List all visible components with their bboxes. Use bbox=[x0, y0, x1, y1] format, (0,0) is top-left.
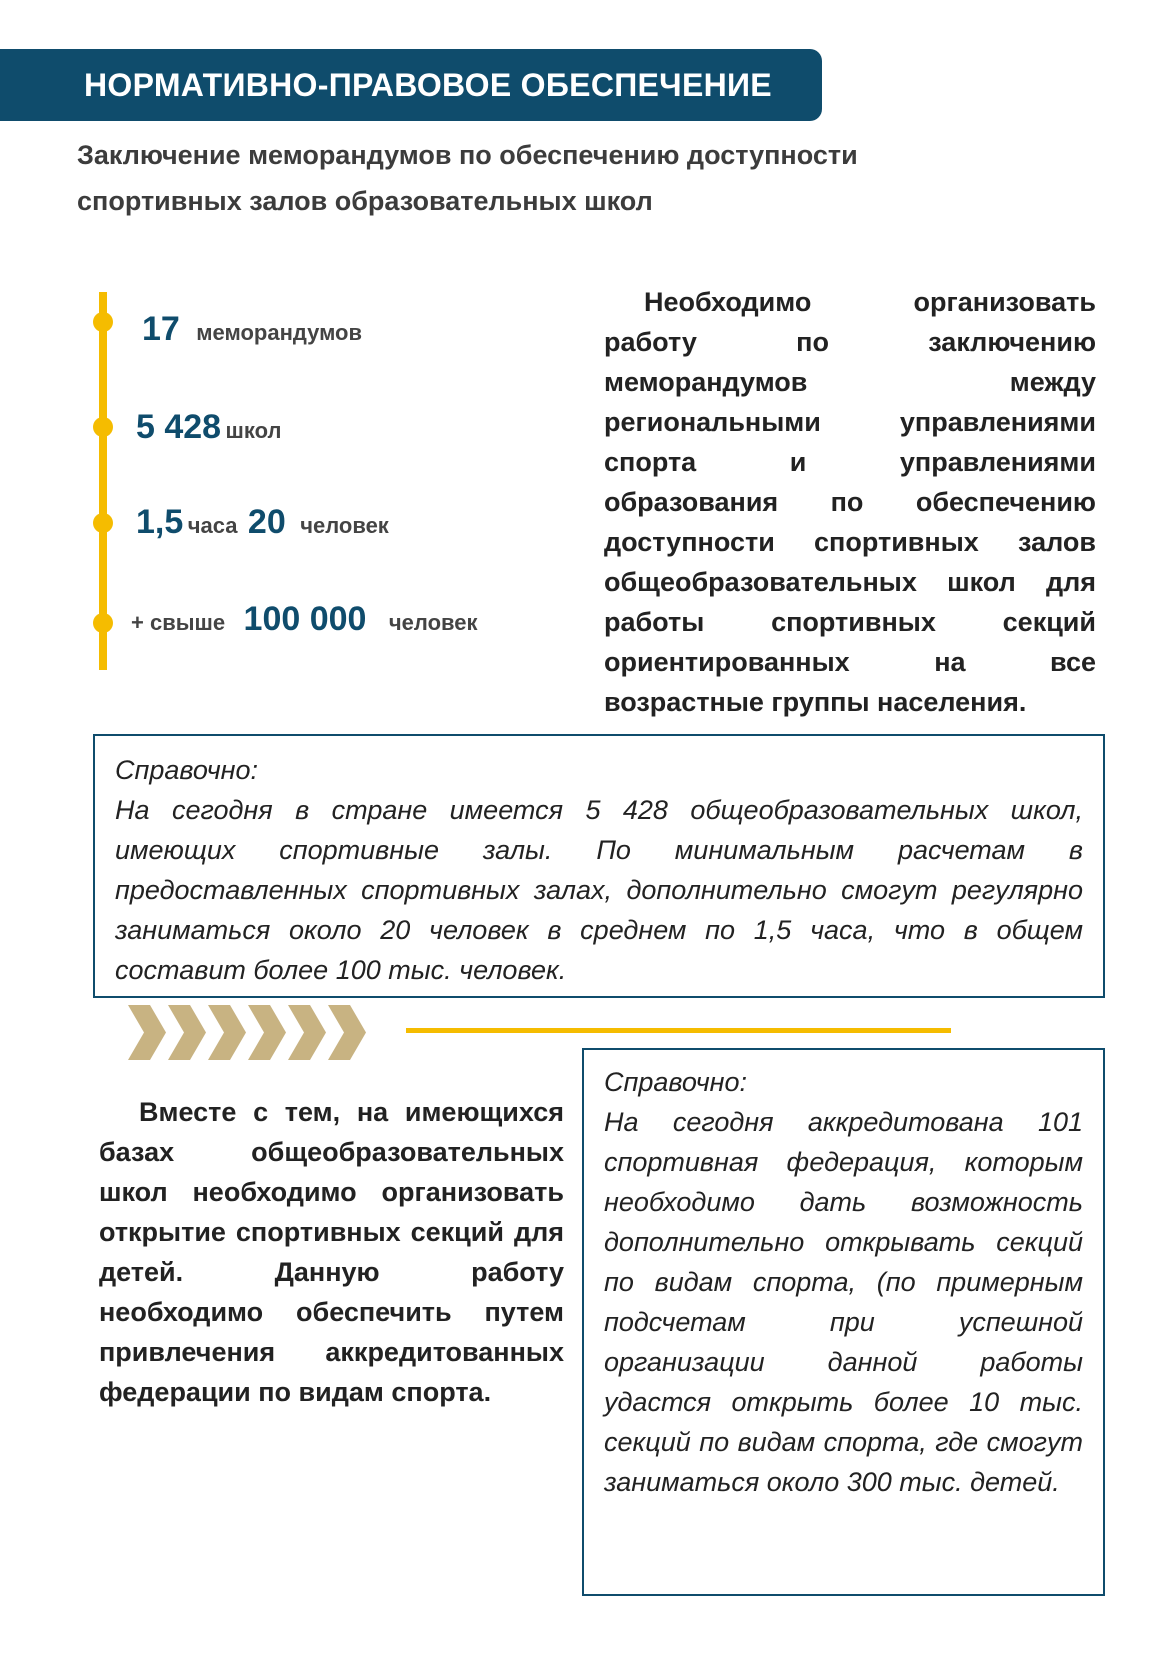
subtitle-line-2: спортивных залов образовательных школ bbox=[77, 186, 653, 216]
main-text bbox=[604, 282, 1096, 722]
timeline-dot bbox=[93, 513, 113, 533]
reference-label: Справочно: bbox=[604, 1067, 748, 1097]
subtitle-line-1: Заключение меморандумов по обеспечению доступности bbox=[77, 140, 858, 170]
reference-label: Справочно: bbox=[115, 755, 259, 785]
timeline-dot bbox=[93, 417, 113, 437]
chevron-arrows-icon bbox=[128, 1005, 368, 1060]
stat-memorandums bbox=[142, 310, 362, 349]
stat-unit: меморандумов bbox=[196, 320, 363, 345]
divider-line bbox=[406, 1028, 951, 1033]
timeline-dot bbox=[93, 312, 113, 332]
secondary-text bbox=[99, 1092, 564, 1412]
stat-value: 5 428 bbox=[136, 408, 222, 446]
stat-unit: часа bbox=[187, 513, 238, 538]
reference-box-1 bbox=[93, 734, 1105, 998]
stat-value: 100 000 bbox=[243, 600, 367, 638]
reference-text: На сегодня в стране имеется 5 428 общеобразовательных школ, имеющих спортивные залы. По минимальным расчетам в предоставленных спортивных залах, дополнительно смогут регулярно заниматься около 20 человек в среднем по 1,5 часа, что в общем составит более 100 тыс. человек. bbox=[115, 795, 1083, 985]
stat-total bbox=[131, 600, 478, 639]
header-band bbox=[0, 49, 822, 121]
subtitle bbox=[77, 132, 977, 224]
secondary-paragraph: Вместе с тем, на имеющихся базах общеобразовательных школ необходимо организовать открытие спортивных секций для детей. Данную работу необходимо обеспечить путем привлечения аккредитованных федерации по видам спорта. bbox=[99, 1097, 564, 1407]
reference-text: На сегодня аккредитована 101 спортивная федерация, которым необходимо дать возможность дополнительно открывать секций по видам спорта, (по примерным подсчетам при успешной организации данной работы удастся открыть более 10 тыс. секций по видам спорта, где смогут заниматься около 300 тыс. детей. bbox=[604, 1107, 1083, 1497]
reference-box-2 bbox=[582, 1048, 1105, 1596]
stat-unit: человек bbox=[388, 610, 478, 635]
stat-schools bbox=[136, 408, 281, 447]
stat-prefix: + свыше bbox=[131, 610, 226, 635]
stat-value: 17 bbox=[142, 310, 180, 348]
stat-unit: человек bbox=[300, 513, 389, 538]
stat-value: 20 bbox=[247, 503, 286, 541]
timeline-dot bbox=[93, 613, 113, 633]
stat-value: 1,5 bbox=[136, 503, 184, 541]
page-title: НОРМАТИВНО-ПРАВОВОЕ ОБЕСПЕЧЕНИЕ bbox=[84, 67, 772, 103]
stat-hours-people bbox=[136, 503, 389, 542]
stat-unit: школ bbox=[225, 418, 282, 443]
main-paragraph: Необходимо организовать работу по заключению меморандумов между региональными управлениями спорта и управлениями образования по обеспечению доступности спортивных залов общеобразовательных школ для работы спортивных секций ориентированных на все возрастные группы населения. bbox=[604, 287, 1096, 717]
